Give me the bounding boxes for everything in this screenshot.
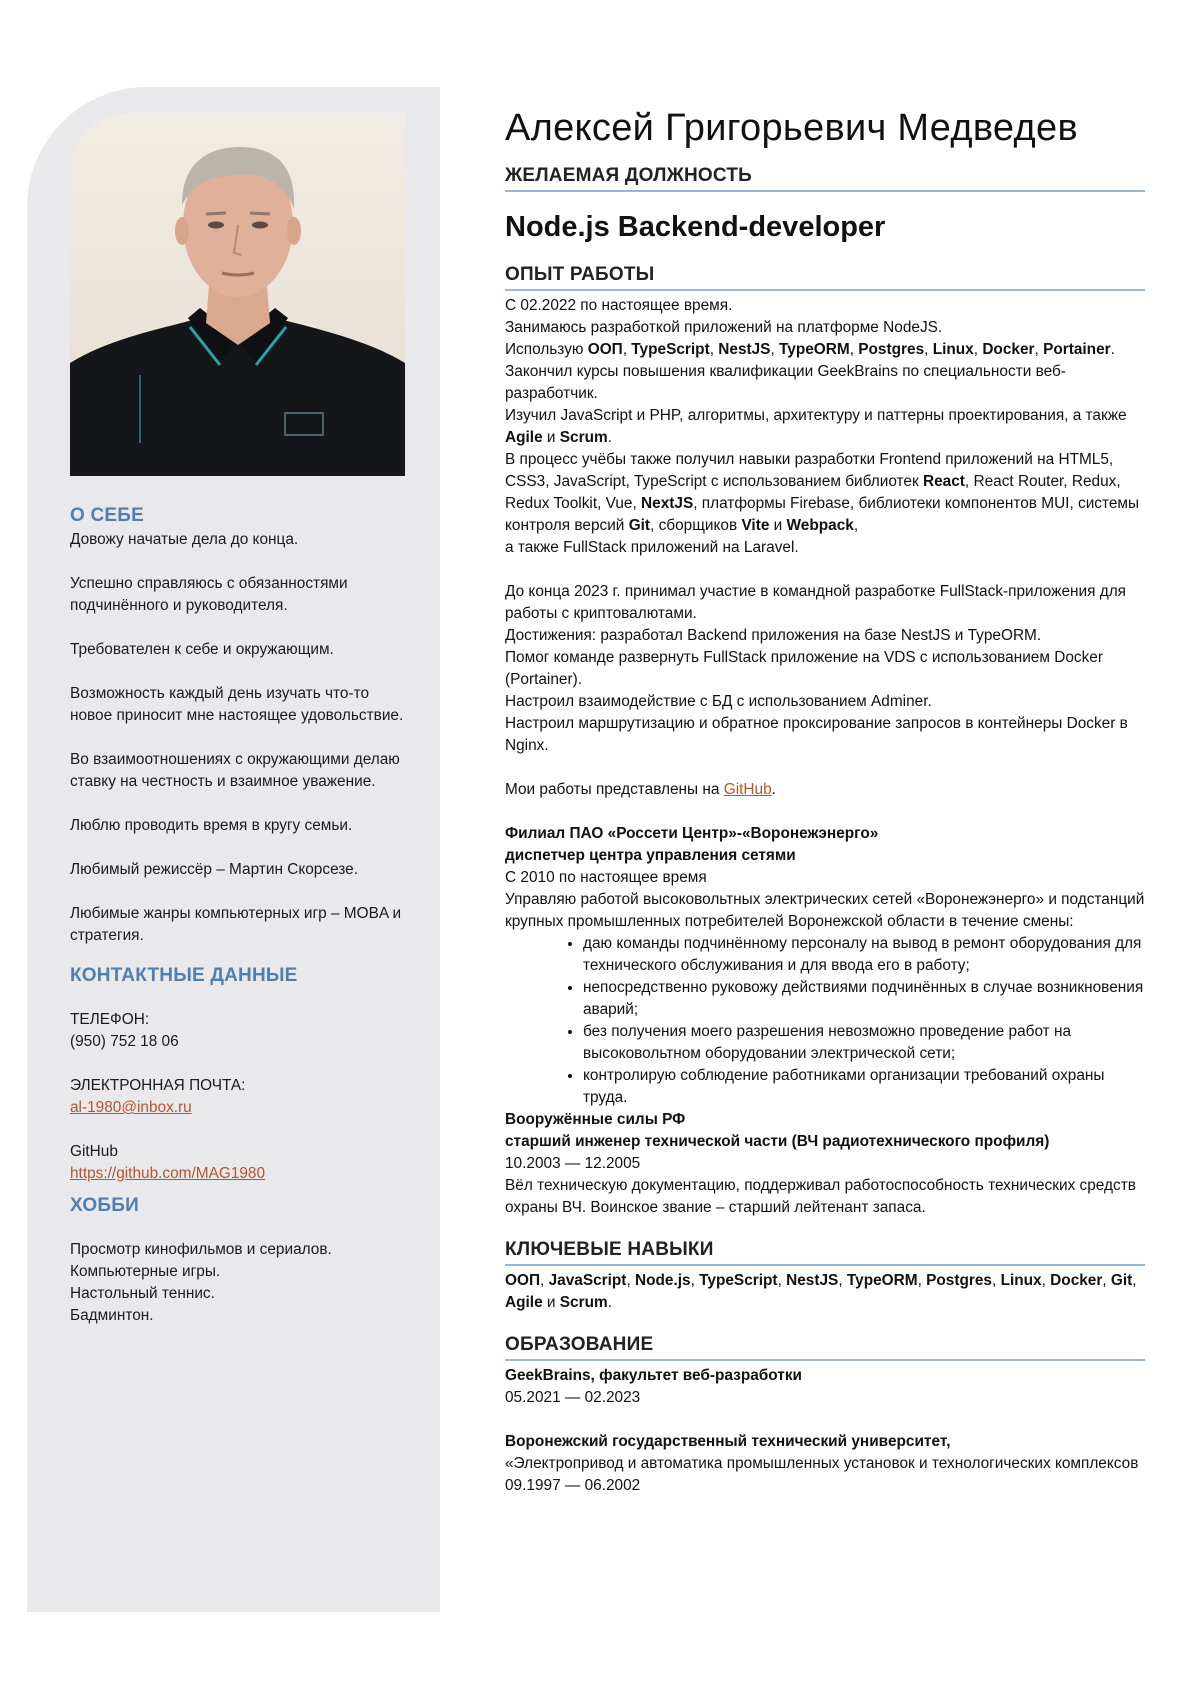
exp2-p3: Помог команде развернуть FullStack приложение на VDS с использованием Docker (Portainer). (505, 649, 1103, 688)
github-works-link[interactable]: GitHub (723, 781, 772, 798)
full-name: Алексей Григорьевич Медведев (505, 107, 1078, 149)
edu-desc: «Электропривод и автоматика промышленных установок и технологических комплексов (505, 1455, 1139, 1472)
phone-value: (950) 752 18 06 (70, 1033, 179, 1050)
about-item: Требователен к себе и окружающим. (70, 641, 334, 658)
education-heading: ОБРАЗОВАНИЕ (505, 1334, 1145, 1361)
list-item: • без получения моего разрешения невозможно проведение работ на высоковольтном оборудовании электрической сети; (583, 1021, 1145, 1065)
edu-title: GeekBrains, факультет веб-разработки (505, 1367, 803, 1384)
exp4-period: 10.2003 — 12.2005 (505, 1155, 641, 1172)
exp3-role: диспетчер центра управления сетями (505, 847, 796, 864)
sidebar (70, 505, 415, 1327)
contacts-heading: КОНТАКТНЫЕ ДАННЫЕ (70, 965, 298, 986)
hobby-item: Бадминтон. (70, 1307, 154, 1324)
exp4-company: Вооружённые силы РФ (505, 1111, 686, 1128)
about-item: Возможность каждый день изучать что-то новое приносит мне настоящее удовольствие. (70, 685, 404, 724)
exp4-role: старший инженер технической части (ВЧ радиотехнического профиля) (505, 1133, 1050, 1150)
about-item: Во взаимоотношениях с окружающими делаю ставку на честность и взаимное уважение. (70, 751, 400, 790)
email-label: ЭЛЕКТРОННАЯ ПОЧТА: (70, 1077, 246, 1094)
exp2-works: Мои работы представлены на GitHub. (505, 781, 776, 798)
exp2-p5: Настроил маршрутизацию и обратное проксирование запросов в контейнеры Docker в Nginx. (505, 715, 1128, 754)
exp-since: С 02.2022 по настоящее время. (505, 297, 733, 314)
exp-studied: Изучил JavaScript и PHP, алгоритмы, архитектуру и паттерны проектирования, а также Agile и Scrum. (505, 407, 1127, 446)
about-item: Любимые жанры компьютерных игр – MOBA и стратегия. (70, 905, 402, 944)
list-item: • даю команды подчинённому персоналу на вывод в ремонт оборудования для технического обслуживания и для ввода его в работу; (583, 933, 1145, 977)
exp2-p1: До конца 2023 г. принимал участие в командной разработке FullStack-приложения для работы с криптовалютами. (505, 583, 1127, 622)
exp-frontend: В процесс учёбы также получил навыки разработки Frontend приложений на HTML5, CSS3, JavaScript, TypeScript с использованием библиотек React, React Router, Redux, Redux Toolkit, Vue, NextJS, платформы Firebase, библиотеки компонентов MUI, системы контроля версий Git, сборщиков Vite и Webpack, (505, 451, 1140, 534)
main-content (505, 103, 1145, 1497)
list-item: • непосредственно руковожу действиями подчинённых в случае возникновения аварий; (583, 977, 1145, 1021)
hobby-item: Компьютерные игры. (70, 1263, 221, 1280)
about-heading: О СЕБЕ (70, 505, 144, 526)
exp3-period: С 2010 по настоящее время (505, 869, 707, 886)
exp2-p2: Достижения: разработал Backend приложения на базе NestJS и TypeORM. (505, 627, 1042, 644)
profile-photo (70, 113, 405, 476)
exp-uses: Использую ООП, TypeScript, NestJS, TypeORM, Postgres, Linux, Docker, Portainer. (505, 341, 1115, 358)
exp4-desc: Вёл техническую документацию, поддерживал работоспособность технических средств охраны ВЧ. Воинское звание – старший лейтенант запаса. (505, 1177, 1136, 1216)
edu-title: Воронежский государственный технический университет, (505, 1433, 951, 1450)
exp-laravel: а также FullStack приложений на Laravel. (505, 539, 799, 556)
exp-line: Занимаюсь разработкой приложений на платформе NodeJS. (505, 319, 943, 336)
about-item: Довожу начатые дела до конца. (70, 531, 299, 548)
experience-heading: ОПЫТ РАБОТЫ (505, 264, 1145, 291)
exp3-bullets (505, 933, 1145, 1109)
github-label: GitHub (70, 1143, 118, 1160)
about-item: Любимый режиссёр – Мартин Скорсезе. (70, 861, 359, 878)
hobby-heading: ХОББИ (70, 1195, 139, 1216)
github-link[interactable]: https://github.com/MAG1980 (70, 1165, 266, 1182)
desired-position: Node.js Backend-developer (505, 211, 886, 243)
hobby-item: Просмотр кинофильмов и сериалов. (70, 1241, 332, 1258)
exp3-desc: Управляю работой высоковольтных электрических сетей «Воронежэнерго» и подстанций крупных промышленных потребителей Воронежской области в течение смены: (505, 891, 1145, 930)
email-link[interactable]: al-1980@inbox.ru (70, 1099, 192, 1116)
skills-list: ООП, JavaScript, Node.js, TypeScript, NestJS, TypeORM, Postgres, Linux, Docker, Git, Agile и Scrum. (505, 1272, 1137, 1311)
about-item: Успешно справляюсь с обязанностями подчинённого и руководителя. (70, 575, 348, 614)
exp2-p4: Настроил взаимодействие с БД с использованием Adminer. (505, 693, 932, 710)
edu-period: 05.2021 — 02.2023 (505, 1389, 641, 1406)
hobby-item: Настольный теннис. (70, 1285, 215, 1302)
skills-heading: КЛЮЧЕВЫЕ НАВЫКИ (505, 1239, 1145, 1266)
exp3-company: Филиал ПАО «Россети Центр»-«Воронежэнерго» (505, 825, 879, 842)
edu-period: 09.1997 — 06.2002 (505, 1477, 641, 1494)
list-item: • контролирую соблюдение работниками организации требований охраны труда. (583, 1065, 1145, 1109)
exp-courses: Закончил курсы повышения квалификации GeekBrains по специальности веб-разработчик. (505, 363, 1066, 402)
phone-label: ТЕЛЕФОН: (70, 1011, 150, 1028)
about-item: Люблю проводить время в кругу семьи. (70, 817, 353, 834)
desired-position-heading: ЖЕЛАЕМАЯ ДОЛЖНОСТЬ (505, 165, 1145, 192)
